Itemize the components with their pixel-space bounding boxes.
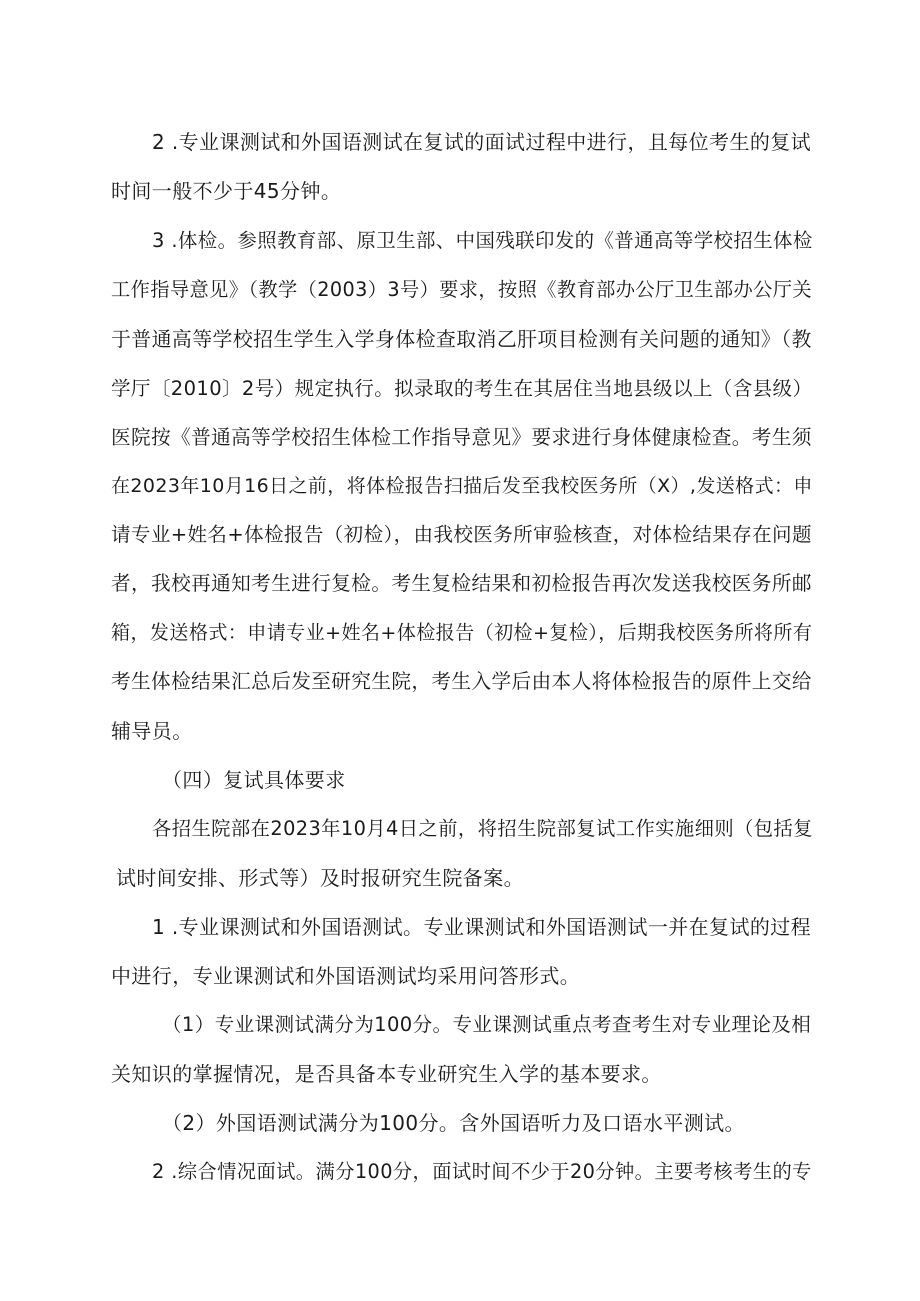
paragraph-line: 2 .综合情况面试。满分100分，面试时间不少于20分钟。主要考核考生的专: [152, 1160, 812, 1183]
paragraph-line: 请专业+姓名+体检报告（初检），由我校医务所审验核查，对体检结果存在问题: [111, 523, 812, 546]
section-heading: （四）复试具体要求: [162, 768, 346, 792]
paragraph-line: 试时间安排、形式等）及时报研究生院备案。: [116, 866, 524, 890]
paragraph-line: 箱，发送格式：申请专业+姓名+体检报告（初检+复检），后期我校医务所将所有: [111, 622, 813, 644]
paragraph-line: （1）专业课测试满分为100分。专业课测试重点考查考生对专业理论及相: [162, 1013, 812, 1036]
paragraph-line: 中进行，专业课测试和外国语测试均采用问答形式。: [111, 964, 581, 988]
paragraph-line: 关知识的掌握情况，是否具备本专业研究生入学的基本要求。: [111, 1062, 662, 1086]
paragraph-line: 1 .专业课测试和外国语测试。专业课测试和外国语测试一并在复试的过程: [152, 915, 812, 939]
paragraph-line: 3 .体检。参照教育部、原卫生部、中国残联印发的《普通高等学校招生体检: [152, 229, 813, 252]
paragraph-line: 2 .专业课测试和外国语测试在复试的面试过程中进行，且每位考生的复试: [152, 130, 812, 154]
paragraph-line: （2）外国语测试满分为100分。含外国语听力及口语水平测试。: [162, 1111, 745, 1135]
paragraph-line: 辅导员。: [111, 719, 193, 743]
paragraph-line: 于普通高等学校招生学生入学身体检查取消乙肝项目检测有关问题的通知》（教: [111, 328, 812, 351]
paragraph-line: 者，我校再通知考生进行复检。考生复检结果和初检报告再次发送我校医务所邮: [111, 572, 812, 595]
paragraph-line: 考生体检结果汇总后发至研究生院，考生入学后由本人将体检报告的原件上交给: [111, 670, 812, 693]
paragraph-line: 在2023年10月16日之前，将体检报告扫描后发至我校医务所（X）,发送格式：申: [111, 475, 813, 497]
paragraph-line: 学厅〔2010〕2号）规定执行。拟录取的考生在其居住当地县级以上（含县级）: [111, 377, 813, 400]
paragraph-line: 工作指导意见》（教学（2003）3号）要求，按照《教育部办公厅卫生部办公厅关: [111, 278, 812, 301]
paragraph-line: 时间一般不少于45分钟。: [111, 179, 342, 203]
paragraph-line: 各招生院部在2023年10月4日之前，将招生院部复试工作实施细则（包括复: [152, 817, 813, 840]
paragraph-line: 医院按《普通高等学校招生体检工作指导意见》要求进行身体健康检查。考生须: [111, 426, 812, 449]
